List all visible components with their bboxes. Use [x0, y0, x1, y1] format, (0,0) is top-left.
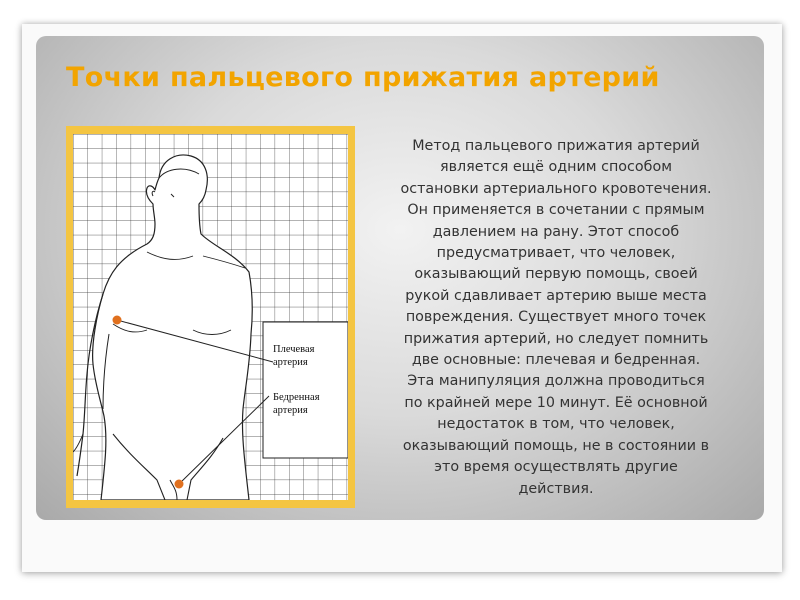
body-illustration	[73, 134, 348, 500]
femoral-point	[175, 480, 184, 489]
brachial-label-line2: артерия	[273, 356, 308, 368]
body-line: прижатия артерий, но следует помнить	[403, 330, 709, 347]
artery-figure	[66, 126, 355, 508]
body-line: по крайней мере 10 минут. Её основной	[404, 394, 708, 411]
brachial-artery-label	[273, 344, 314, 369]
body-line: остановки артериального кровотечения.	[400, 180, 712, 197]
body-line: оказывающий помощь, не в состоянии в	[402, 437, 710, 454]
body-line: две основные: плечевая и бедренная.	[411, 352, 701, 369]
body-line: повреждения. Существует много точек	[405, 309, 707, 326]
slide-body-text	[364, 136, 748, 500]
slide-title: Точки пальцевого прижатия артерий	[66, 62, 660, 93]
body-line: предусматривает, что человек,	[436, 245, 676, 262]
body-line: это время осуществлять другие	[434, 459, 678, 476]
femoral-label-line2: артерия	[273, 404, 308, 416]
body-line: рукой сдавливает артерию выше места	[405, 287, 707, 304]
femoral-label-line1: Бедренная	[273, 392, 320, 403]
brachial-label-line1: Плечевая	[273, 344, 315, 355]
body-line: недостаток в том, что человек,	[437, 416, 675, 433]
body-line: является ещё одним способом	[439, 159, 672, 176]
body-line: Метод пальцевого прижатия артерий	[412, 138, 700, 154]
body-line: давлением на рану. Этот способ	[432, 223, 680, 240]
body-line: Эта манипуляция должна проводиться	[407, 373, 705, 390]
brachial-point	[113, 316, 122, 325]
body-line: оказывающий первую помощь, своей	[414, 266, 698, 283]
label-box	[263, 322, 348, 458]
body-line: Он применяется в сочетании с прямым	[407, 202, 705, 219]
femoral-artery-label	[273, 392, 320, 417]
body-line: действия.	[518, 480, 594, 497]
figure-canvas	[73, 134, 348, 500]
